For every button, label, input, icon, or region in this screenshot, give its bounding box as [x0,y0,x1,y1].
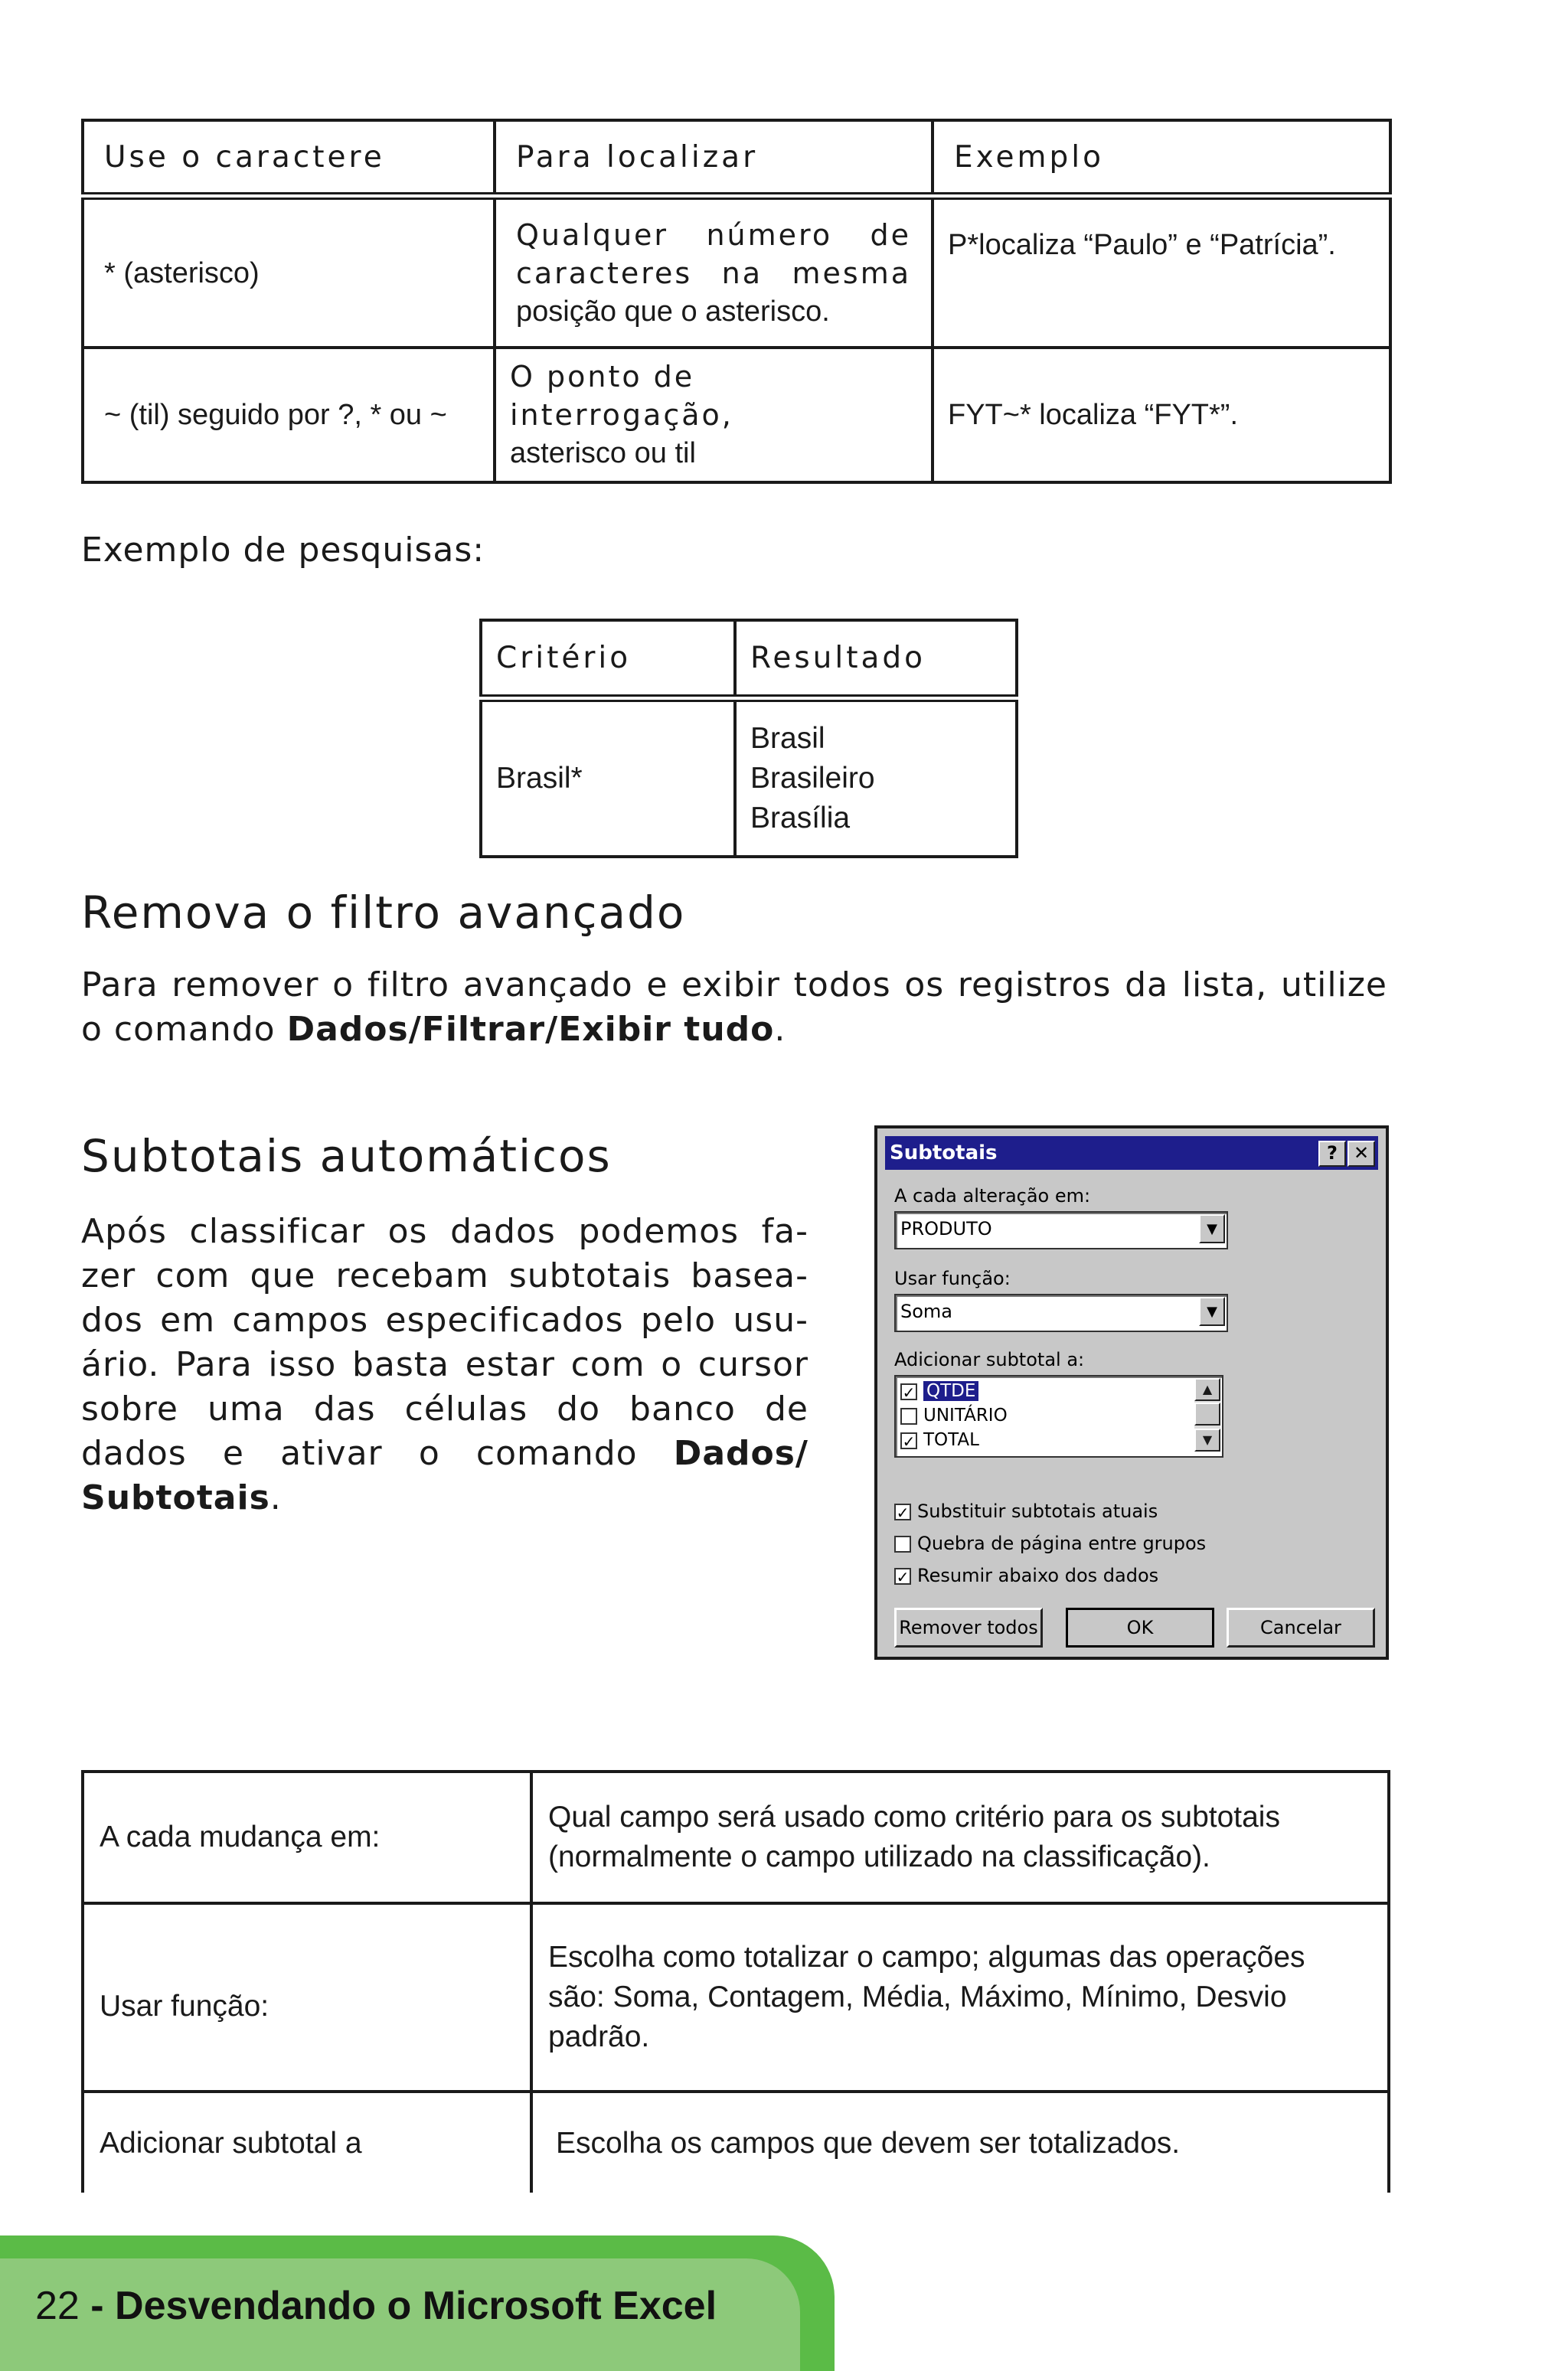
function-select[interactable] [894,1294,1228,1332]
checkbox-checked-icon[interactable]: ✓ [900,1383,917,1400]
function-value: Soma [900,1301,953,1322]
cell-field: Adicionar subtotal a [83,2092,531,2193]
search-example-table [479,619,1018,858]
close-button[interactable]: ✕ [1348,1141,1375,1167]
desc-line: (normalmente o campo utilizado na classificação). [548,1840,1210,1873]
table-row [83,196,1390,348]
field-label: QTDE [923,1381,978,1401]
footer-text [35,2283,717,2329]
field-item-unitario[interactable] [900,1404,1008,1427]
remove-filter-end: . [774,1010,786,1049]
cell-description [531,1772,1389,1903]
cell-find [495,196,933,348]
subtotal-description-table [81,1770,1390,2193]
cell-character: * (asterisco) [83,196,495,348]
cell-example: P*localiza “Paulo” e “Patrícia”. [933,196,1390,348]
table-row [83,1903,1389,2092]
subtotal-fields-list[interactable] [894,1375,1223,1458]
option-page-break[interactable] [894,1533,1206,1554]
text-line: ário. Para isso basta estar com o cursor [81,1345,808,1384]
chevron-down-icon[interactable]: ▼ [1199,1214,1225,1243]
subtotals-dialog [874,1125,1389,1660]
text-line-start: dados e ativar o comando [81,1434,674,1473]
change-field-value: PRODUTO [900,1218,992,1239]
col-header-example: Exemplo [933,120,1390,196]
cell-find-line: Qualquer número de [516,217,911,252]
subtotals-end: . [270,1478,282,1517]
result-item: Brasileiro [750,762,875,795]
cell-find-line: posição que o asterisco. [516,295,830,328]
col-header-result: Resultado [735,620,1017,698]
option-replace-subtotals[interactable] [894,1501,1158,1522]
cell-field: A cada mudança em: [83,1772,531,1903]
subtotals-command-part1: Dados/ [673,1434,808,1473]
book-title: - Desvendando o Microsoft Excel [90,2284,717,2328]
list-scrollbar[interactable] [1194,1378,1220,1452]
text-line: dos em campos especificados pelo usu- [81,1301,808,1340]
cell-example: FYT~* localiza “FYT*”. [933,348,1390,482]
dialog-titlebar [885,1136,1378,1170]
text-line [81,1432,808,1476]
page-number: 22 [35,2284,80,2328]
cell-description [531,2092,1389,2193]
col-header-find: Para localizar [495,120,933,196]
cell-results [735,698,1017,857]
checkbox-checked-icon[interactable]: ✓ [894,1568,911,1585]
option-label: Substituir subtotais atuais [917,1501,1158,1522]
desc-line: Qual campo será usado como critério para os subtotais [548,1801,1280,1834]
desc-line: Escolha os campos que devem ser totalizados. [556,2127,1181,2160]
checkbox-unchecked-icon[interactable] [894,1536,911,1553]
desc-line: são: Soma, Contagem, Média, Máximo, Mínimo, Desvio [548,1981,1287,2013]
dialog-title: Subtotais [890,1141,998,1164]
text-line: Após classificar os dados podemos fa- [81,1212,808,1251]
checkbox-checked-icon[interactable]: ✓ [894,1504,911,1520]
text-line: zer com que recebam subtotais basea- [81,1256,808,1295]
table-row [83,348,1390,482]
ok-button[interactable]: OK [1066,1608,1214,1648]
scroll-up-icon[interactable]: ▲ [1194,1378,1220,1401]
subtotals-command-part2: Subtotais [81,1478,270,1517]
section-heading-remove-filter: Remova o filtro avançado [81,887,686,939]
option-summary-below[interactable] [894,1565,1158,1586]
text-line [81,1476,808,1520]
scroll-thumb[interactable] [1194,1403,1220,1426]
table-row [83,2092,1389,2193]
cell-field: Usar função: [83,1903,531,2092]
cell-find [495,348,933,482]
subtotals-text [81,1210,808,1520]
chevron-down-icon[interactable]: ▼ [1199,1297,1225,1326]
table-row [83,1772,1389,1903]
remove-filter-body: Para remover o filtro avançado e exibir todos os registros da lista, utilize o comando [81,965,1387,1049]
change-field-select[interactable] [894,1211,1228,1249]
section-heading-subtotals: Subtotais automáticos [81,1130,612,1182]
change-label: A cada alteração em: [894,1185,1091,1207]
result-item: Brasília [750,802,851,834]
field-item-qtde[interactable] [900,1380,978,1403]
cell-find-line: O ponto de interrogação, [510,360,733,432]
desc-line: padrão. [548,2020,650,2053]
cell-find-line: caracteres na mesma [516,256,911,290]
result-item: Brasil [750,722,825,755]
cell-character: ~ (til) seguido por ?, * ou ~ [83,348,495,482]
cancel-button[interactable]: Cancelar [1227,1608,1375,1648]
remove-filter-text [81,963,1387,1052]
wildcard-table [81,119,1392,484]
field-item-total[interactable] [900,1429,979,1452]
remove-filter-command: Dados/Filtrar/Exibir tudo [286,1010,775,1049]
cell-criterion: Brasil* [481,698,735,857]
option-label: Resumir abaixo dos dados [917,1565,1159,1586]
add-subtotal-label: Adicionar subtotal a: [894,1349,1085,1370]
table-row [481,698,1017,857]
option-label: Quebra de página entre grupos [917,1533,1207,1554]
checkbox-unchecked-icon[interactable] [900,1408,917,1425]
scroll-down-icon[interactable]: ▼ [1194,1429,1220,1452]
remove-all-button[interactable]: Remover todos [894,1608,1043,1648]
text-line: sobre uma das células do banco de [81,1390,808,1429]
checkbox-checked-icon[interactable]: ✓ [900,1432,917,1449]
desc-line: Escolha como totalizar o campo; algumas das operações [548,1941,1305,1974]
field-label: TOTAL [923,1430,979,1450]
examples-intro: Exemplo de pesquisas: [81,531,485,570]
col-header-character: Use o caractere [83,120,495,196]
field-label: UNITÁRIO [923,1406,1008,1426]
help-button[interactable]: ? [1318,1141,1346,1167]
function-label: Usar função: [894,1268,1011,1289]
col-header-criterion: Critério [481,620,735,698]
cell-find-line: asterisco ou til [510,437,696,469]
page-footer [0,2235,835,2371]
cell-description [531,1903,1389,2092]
